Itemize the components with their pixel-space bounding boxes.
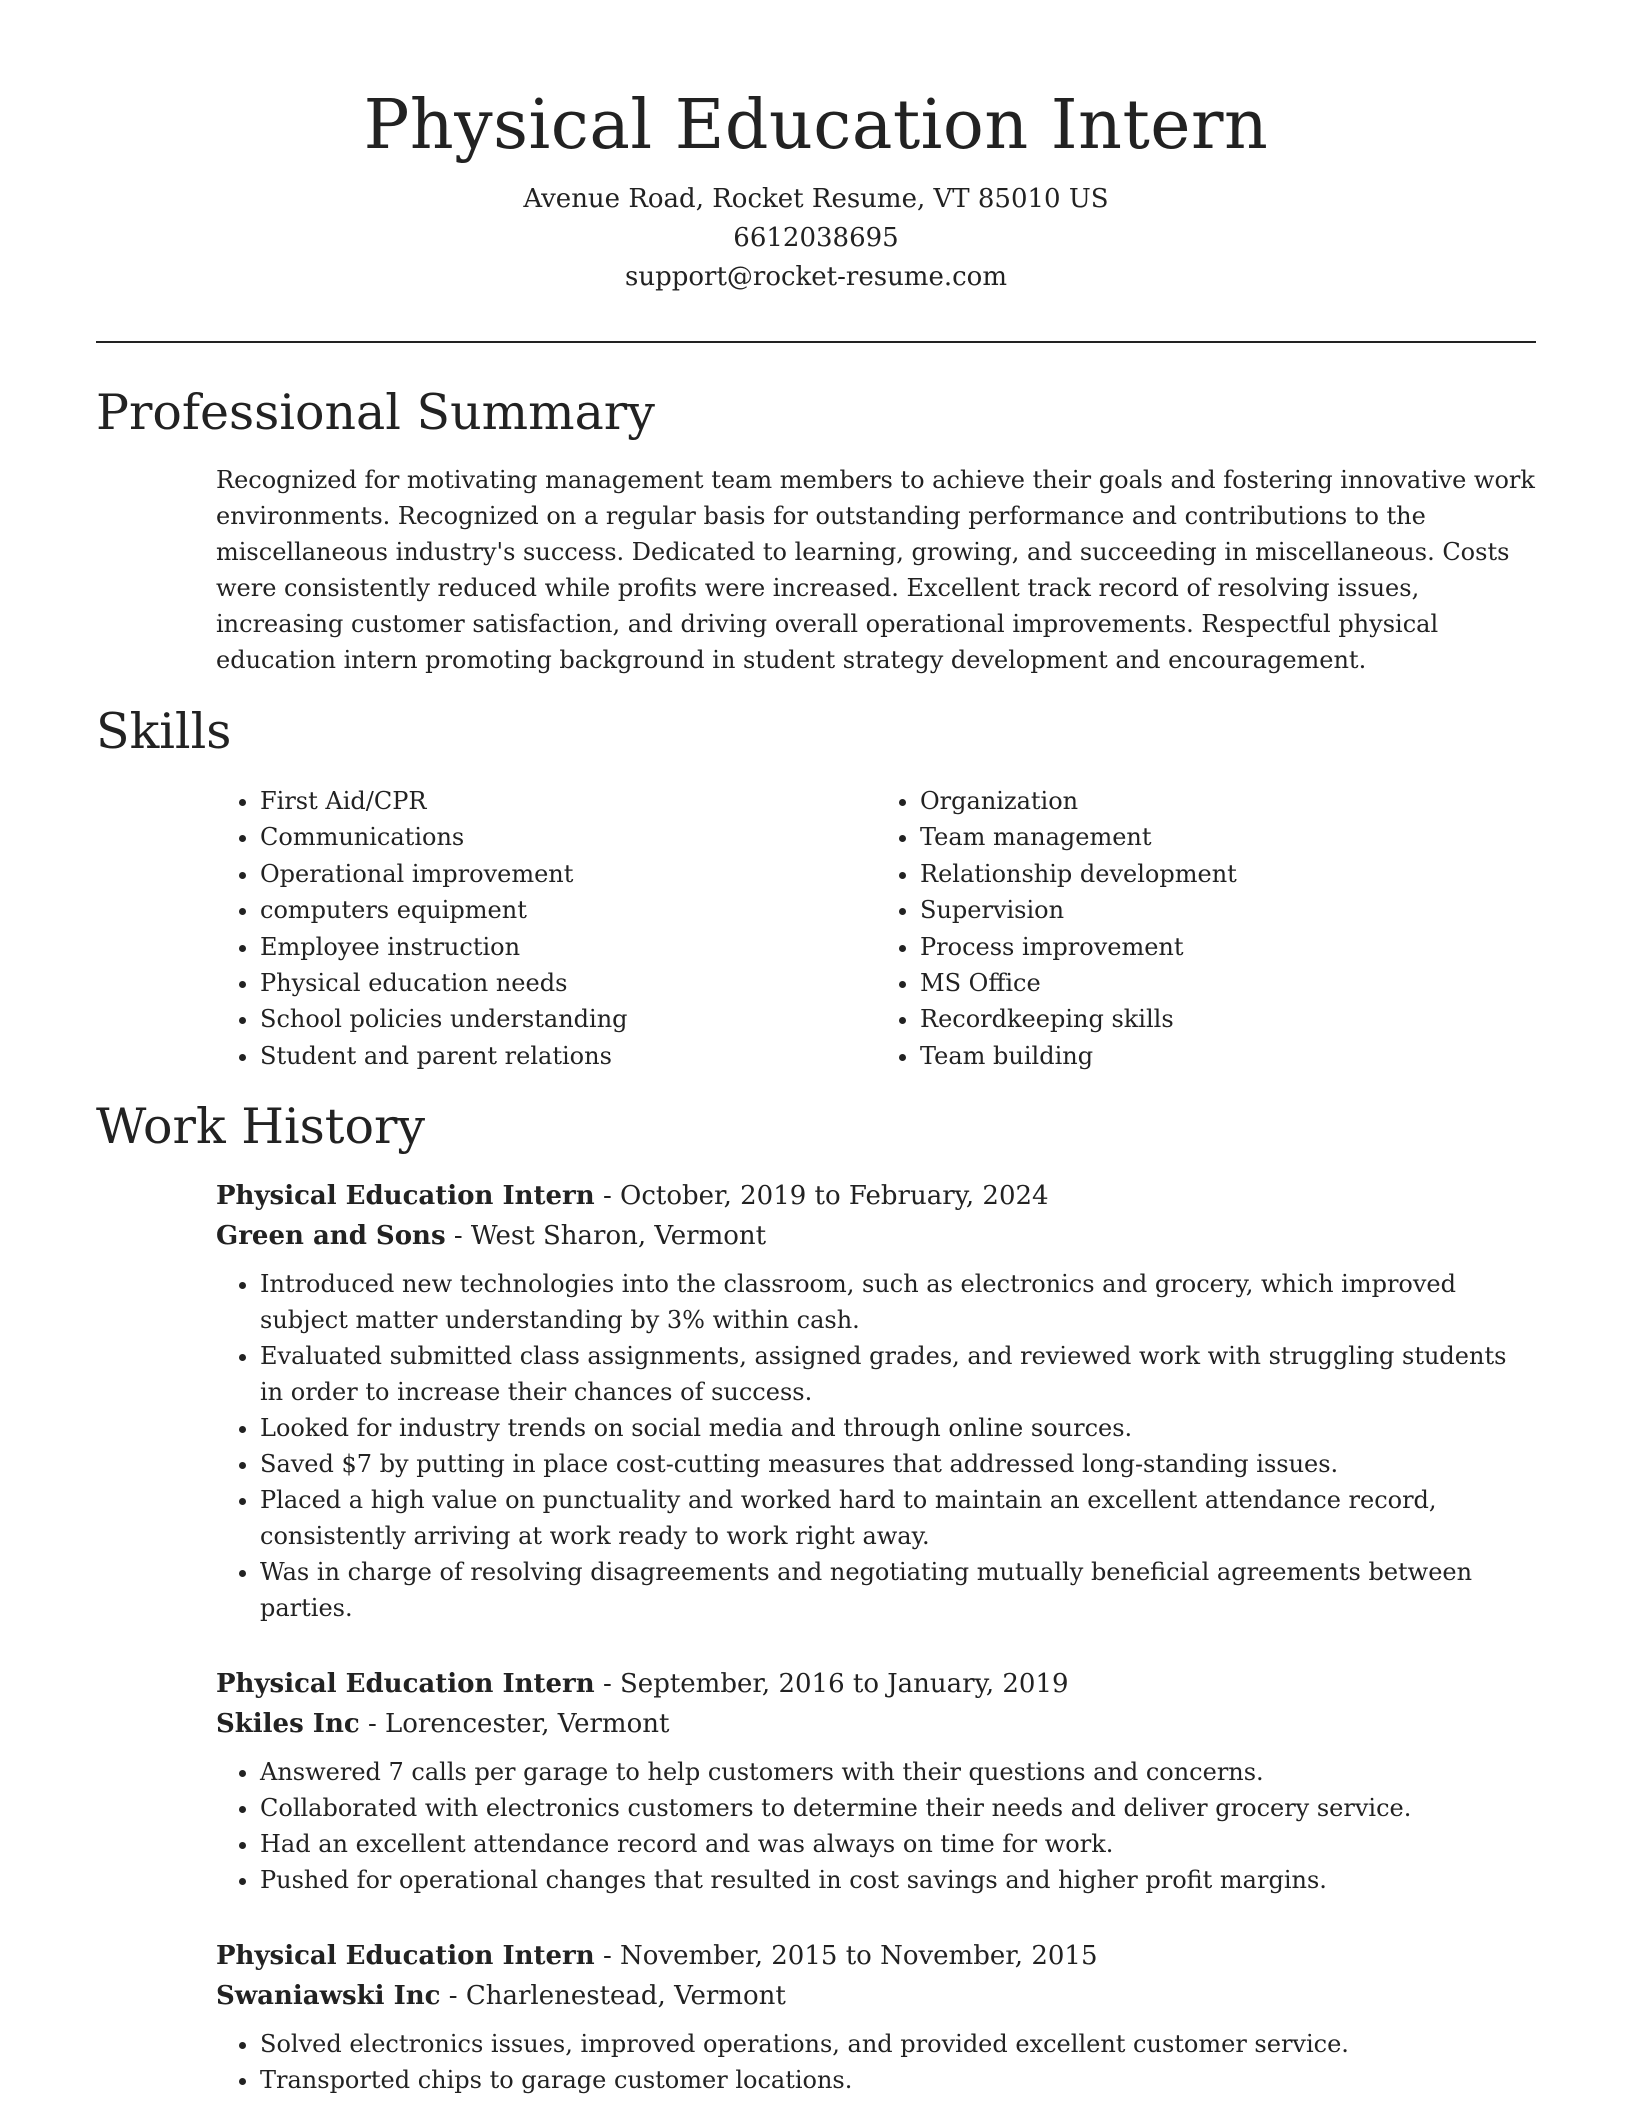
contact-phone: 6612038695 — [733, 223, 899, 253]
company-location: West Sharon, Vermont — [470, 1221, 767, 1251]
summary-heading: Professional Summary — [96, 384, 655, 441]
job-title-line — [216, 1176, 1536, 1216]
skill-item: • Physical education needs — [260, 965, 876, 1001]
job-bullets — [216, 1266, 1536, 1626]
skill-item: • Team management — [920, 819, 1536, 855]
job-dates: October, 2019 to February, 2024 — [620, 1181, 1049, 1211]
job-bullet: • Answered 7 calls per garage to help customers with their questions and concerns. — [260, 1754, 1536, 1790]
skills-column-right — [876, 783, 1536, 1074]
job-separator: - — [453, 1221, 471, 1251]
job-bullet: • Collaborated with electronics customers to determine their needs and deliver grocery service. — [260, 1790, 1536, 1826]
job-separator: - — [602, 1181, 620, 1211]
job-bullet: • Placed a high value on punctuality and worked hard to maintain an excellent attendance record, consistently arriving at work ready to work right away. — [260, 1482, 1536, 1554]
skill-item: • Supervision — [920, 892, 1536, 928]
job-entry — [216, 1176, 1536, 1626]
skill-item: • Student and parent relations — [260, 1038, 876, 1074]
job-bullet: • Saved $7 by putting in place cost-cutting measures that addressed long-standing issues. — [260, 1446, 1536, 1482]
job-entry — [216, 1664, 1536, 1898]
job-dates: November, 2015 to November, 2015 — [620, 1941, 1098, 1971]
job-bullet: • Solved electronics issues, improved operations, and provided excellent customer service. — [260, 2026, 1536, 2062]
skill-item: • Organization — [920, 783, 1536, 819]
job-company-line — [216, 1704, 1536, 1744]
job-bullet: • Looked for industry trends on social media and through online sources. — [260, 1410, 1536, 1446]
skill-item: • Operational improvement — [260, 856, 876, 892]
company-name: Green and Sons — [216, 1221, 446, 1251]
skill-item: • Communications — [260, 819, 876, 855]
job-title: Physical Education Intern — [216, 1941, 595, 1971]
job-company-line — [216, 1216, 1536, 1256]
job-entry — [216, 1936, 1536, 2098]
job-separator: - — [602, 1941, 620, 1971]
job-separator: - — [602, 1669, 620, 1699]
job-title: Physical Education Intern — [216, 1181, 595, 1211]
company-name: Skiles Inc — [216, 1709, 360, 1739]
skill-item: • Recordkeeping skills — [920, 1001, 1536, 1037]
company-name: Swaniawski Inc — [216, 1981, 441, 2011]
skills-list — [216, 783, 1536, 1074]
job-bullet: • Had an excellent attendance record and was always on time for work. — [260, 1826, 1536, 1862]
job-separator: - — [367, 1709, 386, 1739]
contact-email: support@rocket-resume.com — [624, 262, 1007, 292]
job-separator: - — [448, 1981, 466, 2011]
job-bullets — [216, 2026, 1536, 2098]
summary-text: Recognized for motivating management team members to achieve their goals and fostering innovative work environments. Recognized on a regular basis for outstanding performance and contributions to the miscellaneous industry's success. Dedicated to learning, growing, and succeeding in miscellaneous. Costs were consistently reduced while profits were increased. Excellent track record of resolving issues, increasing customer satisfaction, and driving overall operational improvements. Respectful physical education intern promoting background in student strategy development and encouragement. — [216, 466, 1535, 674]
job-bullet: • Was in charge of resolving disagreements and negotiating mutually beneficial agreements between parties. — [260, 1554, 1536, 1626]
job-title-line — [216, 1936, 1536, 1976]
candidate-name: Physical Education Intern — [363, 86, 1269, 165]
skill-item: • Team building — [920, 1038, 1536, 1074]
skills-heading: Skills — [96, 703, 232, 760]
contact-address: Avenue Road, Rocket Resume, VT 85010 US — [523, 184, 1109, 214]
job-dates: September, 2016 to January, 2019 — [620, 1669, 1069, 1699]
job-bullet: • Evaluated submitted class assignments, assigned grades, and reviewed work with struggling students in order to increase their chances of success. — [260, 1338, 1536, 1410]
skill-item: • School policies understanding — [260, 1001, 876, 1037]
skill-item: • Relationship development — [920, 856, 1536, 892]
job-title-line — [216, 1664, 1536, 1704]
company-location: Charlenestead, Vermont — [465, 1981, 786, 2011]
job-bullet: • Pushed for operational changes that resulted in cost savings and higher profit margins. — [260, 1862, 1536, 1898]
skill-item: • Employee instruction — [260, 929, 876, 965]
job-title: Physical Education Intern — [216, 1669, 595, 1699]
skill-item: • First Aid/CPR — [260, 783, 876, 819]
job-company-line — [216, 1976, 1536, 2016]
skill-item: • Process improvement — [920, 929, 1536, 965]
header-divider — [96, 341, 1536, 343]
skills-column-left — [216, 783, 876, 1074]
skill-item: • computers equipment — [260, 892, 876, 928]
work-history-heading: Work History — [96, 1098, 426, 1155]
job-bullets — [216, 1754, 1536, 1898]
job-bullet: • Introduced new technologies into the classroom, such as electronics and grocery, which improved subject matter understanding by 3% within cash. — [260, 1266, 1536, 1338]
skill-item: • MS Office — [920, 965, 1536, 1001]
job-bullet: • Transported chips to garage customer locations. — [260, 2062, 1536, 2098]
company-location: Lorencester, Vermont — [385, 1709, 670, 1739]
resume-header — [96, 84, 1536, 297]
